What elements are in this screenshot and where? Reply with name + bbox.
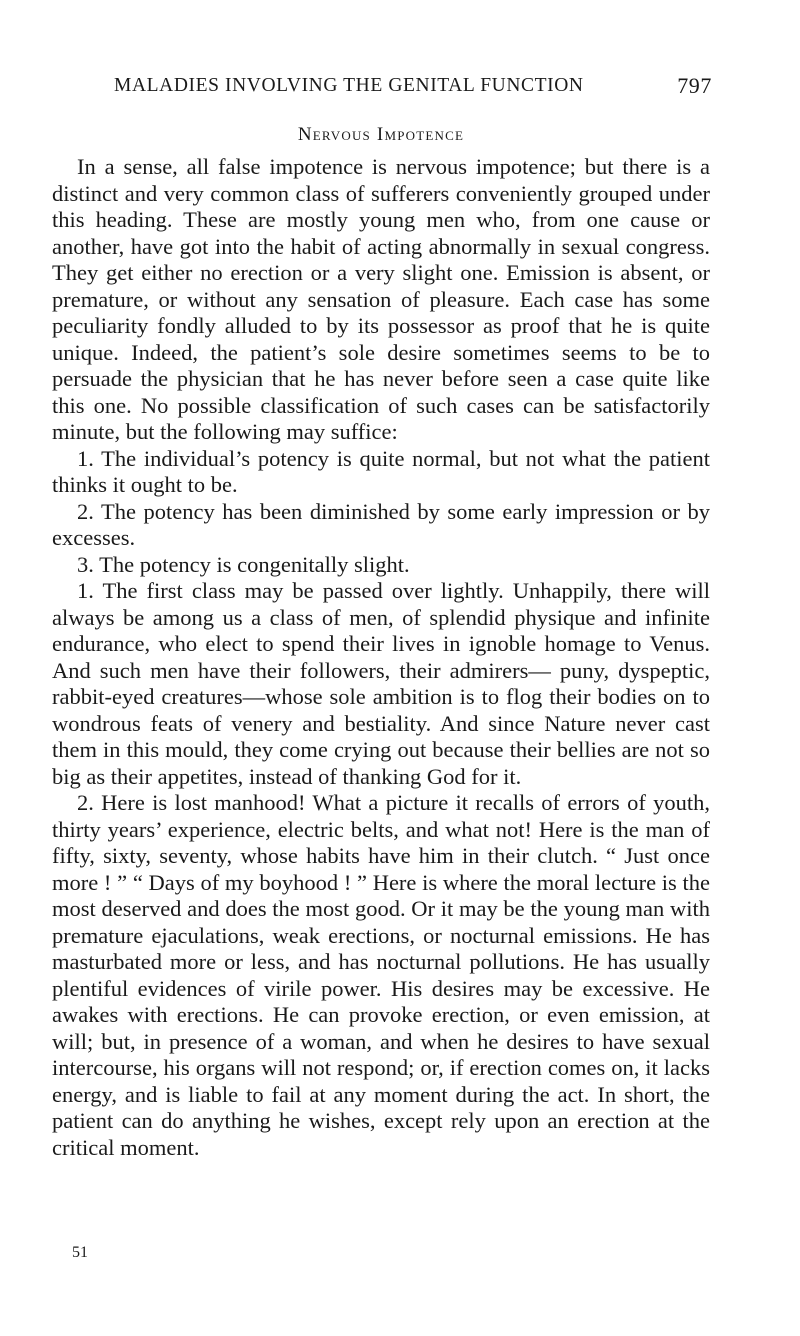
- running-title: MALADIES INVOLVING THE GENITAL FUNCTION: [114, 75, 584, 96]
- paragraph: In a sense, all false impotence is nervous impotence; but there is a distinct and very common class of sufferers conveniently grouped under this heading. These are mostly young men who, from one cause or another, have got into the habit of acting abnormally in sexual congress. They get either no erection or a very slight one. Emission is absent, or premature, or without any sensation of pleasure. Each case has some peculiarity fondly alluded to by its possessor as proof that he is quite unique. Indeed, the patient’s sole desire sometimes seems to be to persuade the physician that he has never before seen a case quite like this one. No possible classification of such cases can be satisfactorily minute, but the following may suffice:: [52, 154, 710, 444]
- paragraph: 1. The first class may be passed over lightly. Unhappily, there will always be among us a class of men, of splendid physique and infinite endurance, who elect to spend their lives in ignoble homage to Venus. And such men have their followers, their admirers— puny, dyspeptic, rabbit-eyed creatures—whose sole ambition is to flog their bodies on to wondrous feats of venery and bestiality. And since Nature never cast them in this mould, they come crying out because their bellies are not so big as their appetites, instead of thanking God for it.: [52, 578, 710, 789]
- paragraph: 3. The potency is congenitally slight.: [77, 551, 410, 577]
- body-text: [52, 154, 710, 1161]
- page-number: 797: [677, 73, 712, 98]
- paragraph: 1. The individual’s potency is quite normal, but not what the patient thinks it ought to be.: [52, 445, 710, 497]
- paragraph: 2. The potency has been diminished by some early impression or by excesses.: [52, 498, 710, 550]
- signature-mark: 51: [72, 1244, 88, 1261]
- section-title: Nervous Impotence: [297, 124, 465, 145]
- paragraph: 2. Here is lost manhood! What a picture it recalls of errors of youth, thirty years’ experience, electric belts, and what not! Here is the man of fifty, sixty, seventy, whose habits have him in their clutch. “ Just once more ! ” “ Days of my boyhood ! ” Here is where the moral lecture is the most deserved and does the most good. Or it may be the young man with premature ejaculations, weak erections, or nocturnal emissions. He has masturbated more or less, and has nocturnal pollutions. He has usually plentiful evidences of virile power. His desires may be excessive. He awakes with erections. He can provoke erection, or even emission, at will; but, in presence of a woman, and when he desires to have sexual intercourse, his organs will not respond; or, if erection comes on, it lacks energy, and is liable to fail at any moment during the act. In short, the patient can do anything he wishes, except rely upon an erection at the critical moment.: [52, 790, 710, 1160]
- running-header: [52, 70, 710, 102]
